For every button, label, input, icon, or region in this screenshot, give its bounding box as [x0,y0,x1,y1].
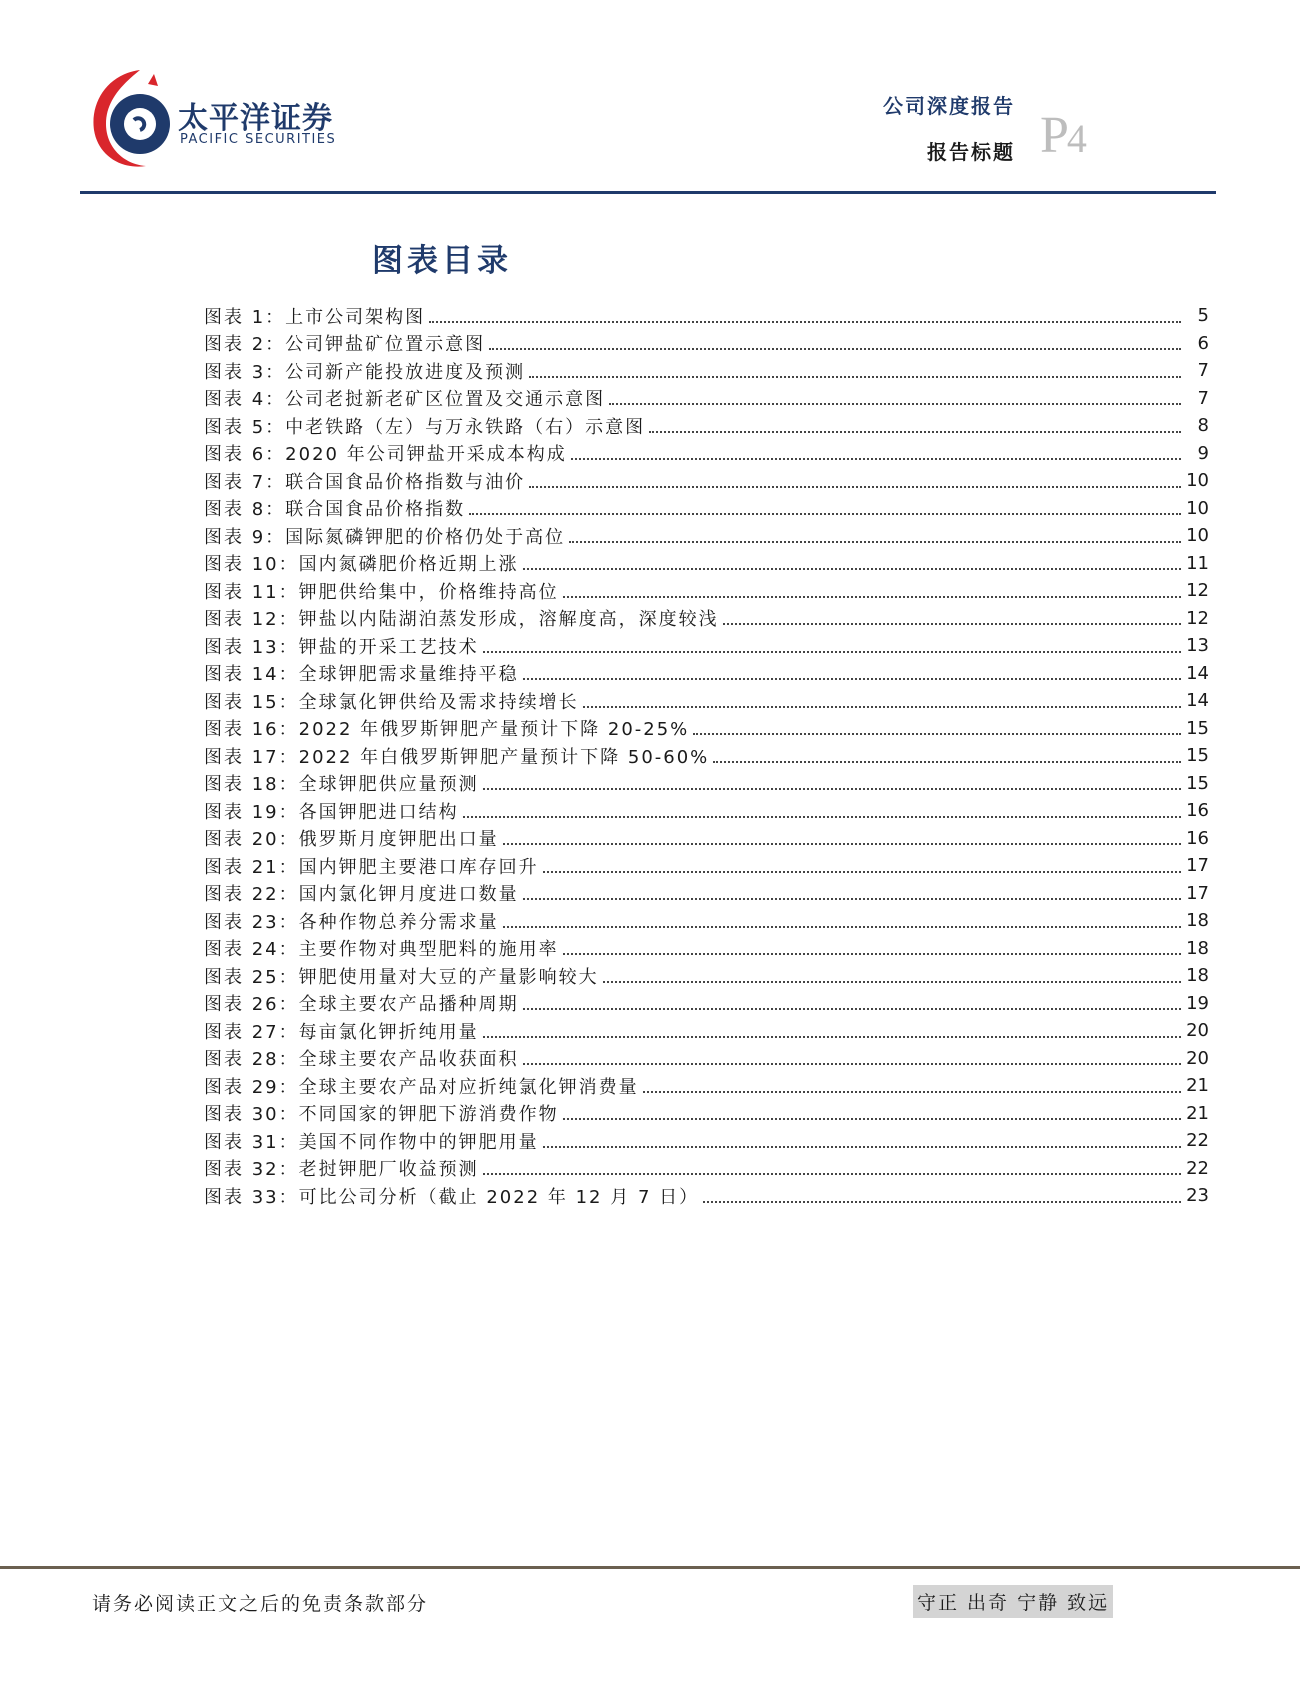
toc-item-label: 图表 3：公司新产能投放进度及预测 [204,361,526,383]
toc-item-label: 图表 33：可比公司分析（截止 2022 年 12 月 7 日） [204,1186,700,1208]
report-type: 公司深度报告 [883,94,1015,118]
page-prefix: P [1040,107,1067,164]
toc-item-label: 图表 15：全球氯化钾供给及需求持续增长 [204,691,579,713]
toc-item[interactable] [204,770,1209,798]
toc-item[interactable] [204,302,1209,330]
toc-item-page: 8 [1197,415,1209,437]
toc-leader-dots [583,706,1181,708]
toc-leader-dots [463,816,1181,818]
toc-item[interactable] [204,467,1209,495]
toc-leader-dots [529,486,1181,488]
toc-item[interactable] [204,962,1209,990]
toc-leader-dots [523,898,1181,900]
toc-leader-dots [429,321,1181,323]
toc-item[interactable] [204,522,1209,550]
toc-item[interactable] [204,715,1209,743]
toc-item-page: 14 [1186,690,1209,712]
toc-leader-dots [563,953,1181,955]
toc-item-page: 22 [1186,1130,1209,1152]
toc-item-page: 12 [1186,580,1209,602]
toc-item-page: 15 [1186,772,1209,794]
toc-item[interactable] [204,935,1209,963]
company-logo [88,68,348,172]
toc-list [204,302,1209,1210]
toc-item[interactable] [204,577,1209,605]
toc-item-page: 22 [1186,1157,1209,1179]
toc-item[interactable] [204,687,1209,715]
logo-emblem-icon [88,68,174,172]
toc-leader-dots [703,1201,1181,1203]
toc-leader-dots [571,458,1181,460]
toc-leader-dots [483,1173,1181,1175]
toc-item[interactable] [204,1127,1209,1155]
toc-item[interactable] [204,742,1209,770]
toc-item-label: 图表 17：2022 年白俄罗斯钾肥产量预计下降 50-60% [204,746,710,768]
toc-item[interactable] [204,440,1209,468]
toc-item[interactable] [204,990,1209,1018]
toc-item-page: 21 [1186,1075,1209,1097]
toc-leader-dots [483,788,1181,790]
toc-item[interactable] [204,1072,1209,1100]
toc-item[interactable] [204,660,1209,688]
toc-item[interactable] [204,357,1209,385]
toc-leader-dots [649,431,1181,433]
toc-title: 图表目录 [372,243,512,279]
toc-item-label: 图表 13：钾盐的开采工艺技术 [204,636,479,658]
toc-item-label: 图表 29：全球主要农产品对应折纯氯化钾消费量 [204,1076,639,1098]
toc-item-label: 图表 21：国内钾肥主要港口库存回升 [204,856,539,878]
toc-item-label: 图表 28：全球主要农产品收获面积 [204,1049,519,1071]
toc-item-page: 6 [1197,332,1209,354]
toc-leader-dots [643,1091,1181,1093]
toc-item[interactable] [204,412,1209,440]
page-number [1040,106,1085,165]
toc-item[interactable] [204,1100,1209,1128]
toc-item-label: 图表 8：联合国食品价格指数 [204,499,466,521]
toc-leader-dots [469,513,1181,515]
toc-item-page: 7 [1197,360,1209,382]
toc-item-label: 图表 26：全球主要农产品播种周期 [204,994,519,1016]
toc-item-page: 17 [1186,882,1209,904]
toc-item-label: 图表 25：钾肥使用量对大豆的产量影响较大 [204,966,599,988]
toc-item-page: 21 [1186,1102,1209,1124]
logo-text-cn: 太平洋证券 [178,101,333,136]
toc-item-label: 图表 31：美国不同作物中的钾肥用量 [204,1131,539,1153]
toc-item[interactable] [204,852,1209,880]
toc-item-page: 16 [1186,800,1209,822]
toc-leader-dots [723,623,1181,625]
toc-item-page: 17 [1186,855,1209,877]
toc-leader-dots [563,596,1181,598]
toc-item-label: 图表 30：不同国家的钾肥下游消费作物 [204,1104,559,1126]
toc-item-page: 18 [1186,910,1209,932]
toc-item-page: 10 [1186,470,1209,492]
toc-item[interactable] [204,385,1209,413]
toc-item[interactable] [204,1017,1209,1045]
toc-item-page: 5 [1197,305,1209,327]
toc-item[interactable] [204,797,1209,825]
toc-item-label: 图表 16：2022 年俄罗斯钾肥产量预计下降 20-25% [204,719,690,741]
toc-item[interactable] [204,1182,1209,1210]
toc-item-label: 图表 1：上市公司架构图 [204,306,426,328]
logo-text-en: PACIFIC SECURITIES [180,132,337,147]
toc-leader-dots [503,843,1181,845]
toc-leader-dots [713,761,1181,763]
footer-disclaimer: 请务必阅读正文之后的免责条款部分 [92,1593,429,1615]
toc-item[interactable] [204,907,1209,935]
toc-item-page: 20 [1186,1047,1209,1069]
toc-leader-dots [523,678,1181,680]
toc-item-label: 图表 27：每亩氯化钾折纯用量 [204,1021,479,1043]
toc-item-label: 图表 24：主要作物对典型肥料的施用率 [204,939,559,961]
toc-item[interactable] [204,880,1209,908]
toc-leader-dots [489,348,1181,350]
toc-leader-dots [523,1008,1181,1010]
toc-item-page: 7 [1197,387,1209,409]
toc-item[interactable] [204,605,1209,633]
toc-item-label: 图表 19：各国钾肥进口结构 [204,801,459,823]
toc-item-label: 图表 22：国内氯化钾月度进口数量 [204,884,519,906]
toc-leader-dots [609,403,1181,405]
toc-item-page: 23 [1186,1185,1209,1207]
toc-item-page: 15 [1186,745,1209,767]
toc-item-label: 图表 4：公司老挝新老矿区位置及交通示意图 [204,389,606,411]
toc-item[interactable] [204,495,1209,523]
toc-item-page: 19 [1186,992,1209,1014]
toc-item-label: 图表 7：联合国食品价格指数与油价 [204,471,526,493]
toc-leader-dots [483,1036,1181,1038]
toc-item-page: 12 [1186,607,1209,629]
toc-leader-dots [693,733,1181,735]
toc-item-label: 图表 18：全球钾肥供应量预测 [204,774,479,796]
toc-item[interactable] [204,1155,1209,1183]
toc-leader-dots [603,981,1181,983]
toc-leader-dots [523,1063,1181,1065]
toc-item-label: 图表 2：公司钾盐矿位置示意图 [204,334,486,356]
toc-item-page: 18 [1186,965,1209,987]
toc-item-label: 图表 10：国内氮磷肥价格近期上涨 [204,554,519,576]
footer-motto: 守正 出奇 宁静 致远 [913,1585,1113,1618]
toc-item-page: 15 [1186,717,1209,739]
toc-item-label: 图表 5：中老铁路（左）与万永铁路（右）示意图 [204,416,646,438]
toc-item-label: 图表 11：钾肥供给集中，价格维持高位 [204,581,559,603]
toc-item-label: 图表 20：俄罗斯月度钾肥出口量 [204,829,499,851]
footer-divider [0,1566,1300,1569]
toc-leader-dots [529,376,1181,378]
toc-item-page: 16 [1186,827,1209,849]
toc-item-page: 10 [1186,525,1209,547]
toc-item[interactable] [204,825,1209,853]
toc-leader-dots [543,1146,1181,1148]
toc-item-page: 18 [1186,937,1209,959]
toc-leader-dots [503,926,1181,928]
toc-item-page: 14 [1186,662,1209,684]
toc-item[interactable] [204,632,1209,660]
toc-item-label: 图表 14：全球钾肥需求量维持平稳 [204,664,519,686]
toc-item-label: 图表 12：钾盐以内陆湖泊蒸发形成，溶解度高，深度较浅 [204,609,719,631]
toc-leader-dots [483,651,1181,653]
toc-item[interactable] [204,550,1209,578]
report-subtitle: 报告标题 [927,140,1015,164]
toc-item[interactable] [204,1045,1209,1073]
toc-item-page: 11 [1186,552,1209,574]
toc-item[interactable] [204,330,1209,358]
toc-item-page: 10 [1186,497,1209,519]
toc-item-label: 图表 32：老挝钾肥厂收益预测 [204,1159,479,1181]
header-divider [80,191,1216,194]
toc-leader-dots [569,541,1181,543]
toc-leader-dots [523,568,1181,570]
toc-item-page: 9 [1197,442,1209,464]
toc-item-label: 图表 9：国际氮磷钾肥的价格仍处于高位 [204,526,566,548]
toc-leader-dots [563,1118,1181,1120]
page-number-value: 4 [1066,116,1085,161]
toc-item-label: 图表 23：各种作物总养分需求量 [204,911,499,933]
toc-item-label: 图表 6：2020 年公司钾盐开采成本构成 [204,444,567,466]
toc-item-page: 13 [1186,635,1209,657]
toc-leader-dots [543,871,1181,873]
toc-item-page: 20 [1186,1020,1209,1042]
